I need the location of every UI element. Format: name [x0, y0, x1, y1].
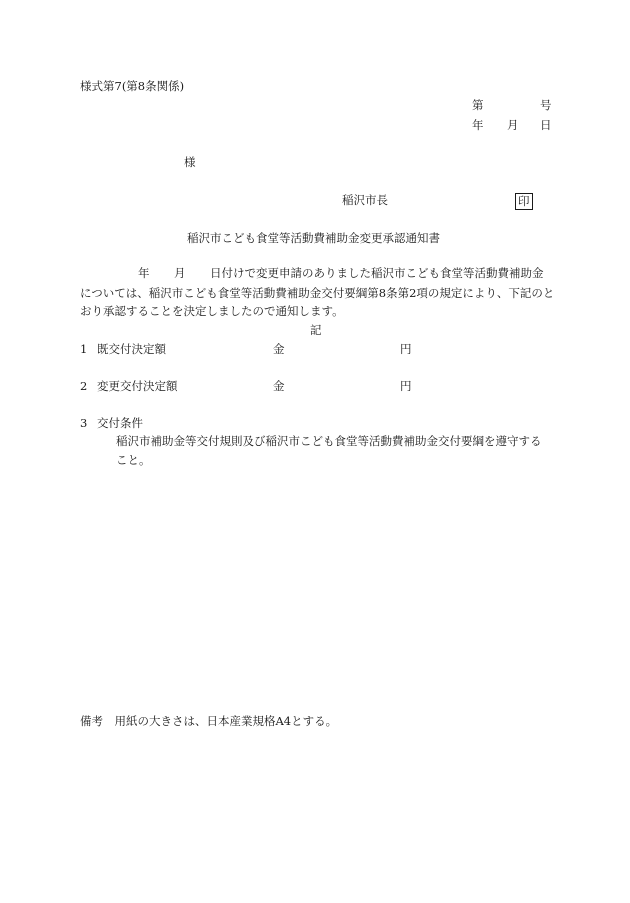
- item-1-number: 1: [80, 342, 88, 356]
- footnote: 備考 用紙の大きさは、日本産業規格A4とする。: [80, 714, 338, 728]
- item-2-number: 2: [80, 379, 88, 393]
- item-2-label: 変更交付決定額: [97, 379, 178, 393]
- item-1-label: 既交付決定額: [97, 342, 166, 356]
- body-line1-text: 日付けで変更申請のありました稲沢市こども食堂等活動費補助金: [210, 266, 544, 280]
- ki-heading: 記: [310, 323, 322, 337]
- condition-number: 3: [80, 416, 88, 430]
- condition-text-line2: こと。: [116, 453, 151, 467]
- seal-label: 印: [515, 193, 533, 210]
- item-1-prefix: 金: [273, 342, 285, 356]
- body-line3: おり承認することを決定しましたので通知します。: [80, 304, 344, 318]
- date-day-label: 日: [540, 118, 552, 132]
- body-line2: については、稲沢市こども食堂等活動費補助金交付要綱第8条第2項の規定により、下記のと: [80, 286, 555, 300]
- doc-number-prefix: 第: [472, 98, 484, 112]
- addressee-honorific: 様: [184, 155, 196, 169]
- body-year-label: 年: [138, 266, 150, 280]
- condition-label: 交付条件: [97, 416, 143, 430]
- document-title: 稲沢市こども食堂等活動費補助金変更承認通知書: [187, 231, 440, 245]
- item-1-unit: 円: [400, 342, 412, 356]
- item-2-prefix: 金: [273, 379, 285, 393]
- form-number: 様式第7(第8条関係): [80, 79, 185, 93]
- body-month-label: 月: [174, 266, 186, 280]
- date-month-label: 月: [507, 118, 519, 132]
- date-year-label: 年: [472, 118, 484, 132]
- condition-text-line1: 稲沢市補助金等交付規則及び稲沢市こども食堂等活動費補助金交付要綱を遵守する: [116, 434, 542, 448]
- item-2-unit: 円: [400, 379, 412, 393]
- doc-number-suffix: 号: [540, 98, 552, 112]
- seal-mark: [515, 193, 533, 210]
- sender-title: 稲沢市長: [342, 193, 388, 207]
